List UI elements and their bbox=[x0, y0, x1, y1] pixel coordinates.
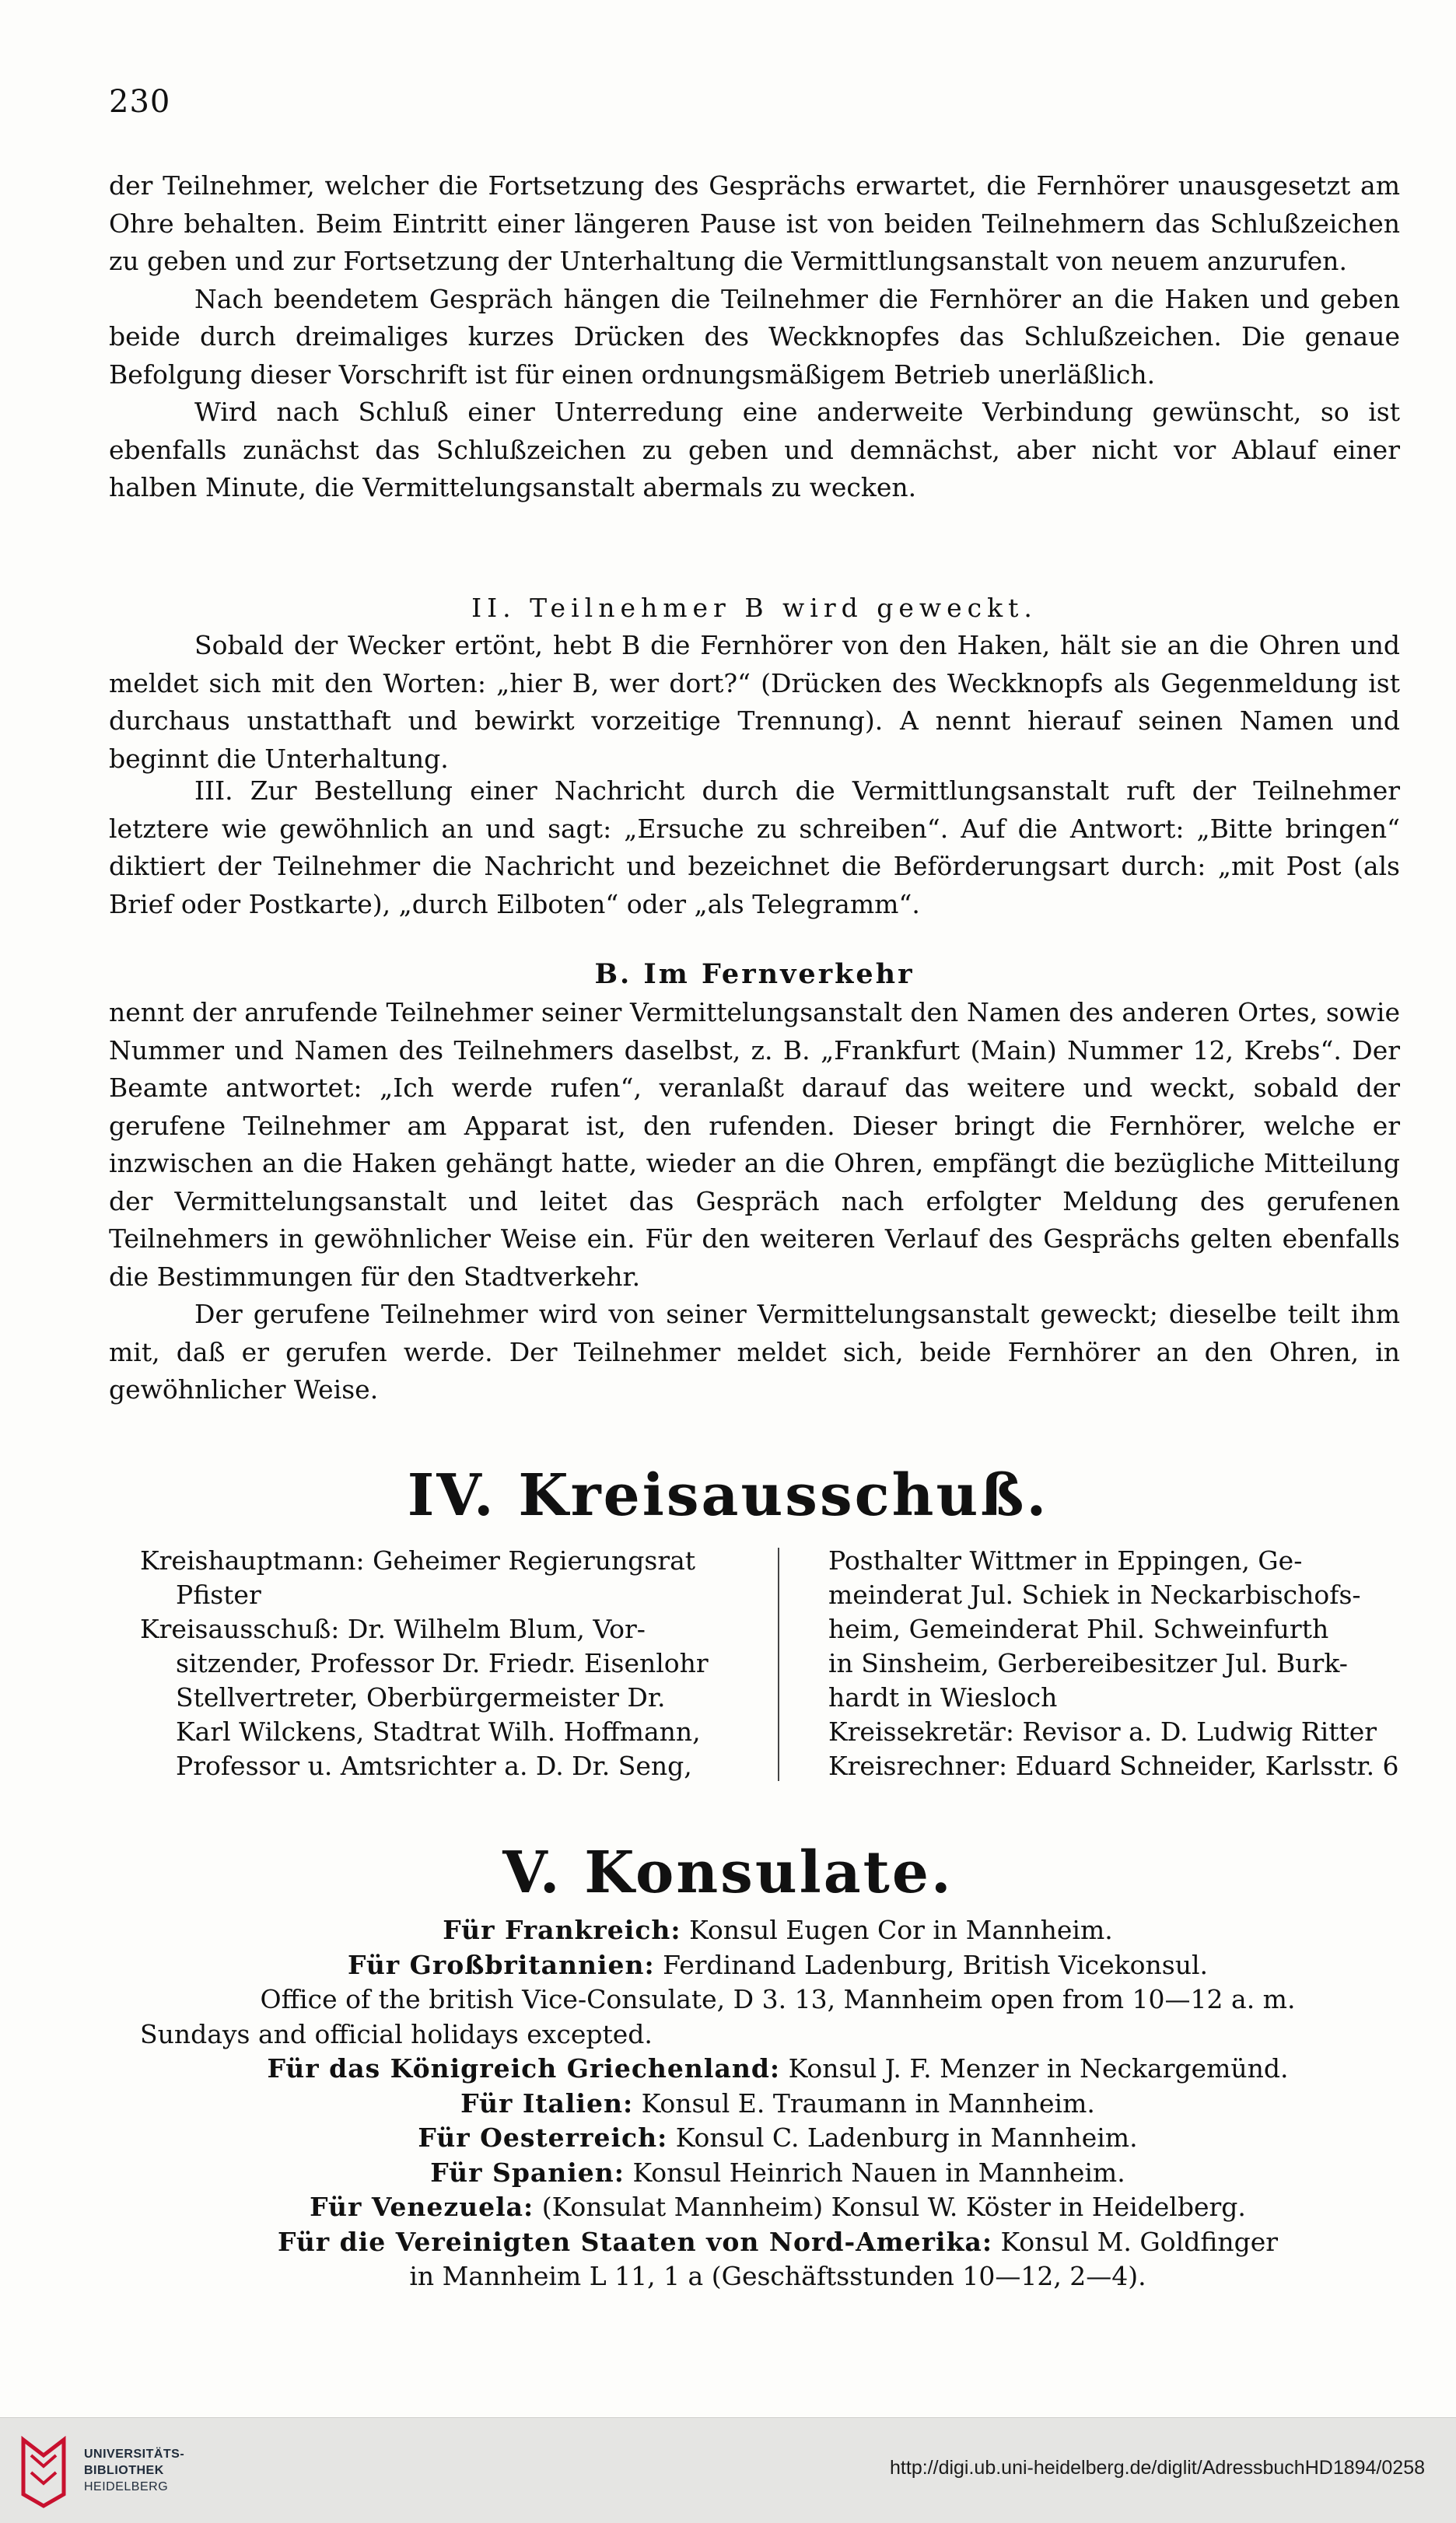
column-divider bbox=[778, 1548, 779, 1781]
consulate-entry bbox=[140, 1982, 1416, 2017]
consulate-detail: Konsul C. Ladenburg in Mannheim. bbox=[667, 2122, 1138, 2153]
logo-line: UNIVERSITÄTS- bbox=[84, 2448, 185, 2461]
consulate-detail: in Mannheim L 11, 1 a (Geschäftsstunden 10—12, 2—4). bbox=[409, 2261, 1146, 2291]
consulate-detail: (Konsulat Mannheim) Konsul W. Köster in Heidelberg. bbox=[534, 2192, 1246, 2222]
intro-text bbox=[109, 167, 1400, 507]
paragraph: nennt der anrufende Teilnehmer seiner Vermittelungsanstalt den Namen des anderen Ortes, sowie Nummer und Namen des Teilnehmers daselbst, z. B. „Frankfurt (Main) Nummer 12, Krebs“. Der Beamte antwortet: „Ich werde rufen“, veranlaßt darauf das weitere und weckt, sobald der gerufene Teilnehmer am Apparat ist, den rufenden. Dieser bringt die Fernhörer, welche er inzwischen an die Haken gehängt hatte, wieder an die Ohren, empfängt die bezügliche Mitteilung der Vermittelungsanstalt und leitet das Gespräch nach erfolgter Meldung des gerufenen Teilnehmers in gewöhnlicher Weise ein. Für den weiteren Verlauf des Gesprächs gelten ebenfalls die Bestimmungen für den Stadtverkehr. bbox=[109, 997, 1400, 1292]
column-line: Kreisrechner: Eduard Schneider, Karlsstr. 6 bbox=[828, 1751, 1399, 1781]
consulate-country: Für Venezuela: bbox=[310, 2192, 534, 2222]
column-line: Pfister bbox=[176, 1580, 261, 1610]
column-line: Kreishauptmann: Geheimer Regierungsrat bbox=[140, 1545, 696, 1576]
consulate-entry bbox=[140, 1913, 1416, 1948]
paragraph: Nach beendetem Gespräch hängen die Teilnehmer die Fernhörer an die Haken und geben beide durch dreimaliges kurzes Drücken des Weckknopfes das Schlußzeichen. Die genaue Befolgung dieser Vorschrift ist für einen ordnungsmäßigem Betrieb unerläßlich. bbox=[109, 283, 1400, 390]
consulate-country: Für das Königreich Griechenland: bbox=[267, 2053, 781, 2084]
column-line: Stellvertreter, Oberbürgermeister Dr. bbox=[176, 1682, 666, 1713]
logo-line: HEIDELBERG bbox=[84, 2480, 169, 2493]
consulate-entry bbox=[140, 2052, 1416, 2087]
logo-line: BIBLIOTHEK bbox=[84, 2464, 164, 2477]
consulate-country: Für Italien: bbox=[460, 2087, 634, 2119]
column-line: Kreisausschuß: Dr. Wilhelm Blum, Vor- bbox=[140, 1614, 646, 1644]
consulate-entry bbox=[140, 2190, 1416, 2225]
library-name bbox=[84, 2446, 184, 2495]
subsection-heading: II. Teilnehmer B wird geweckt. bbox=[471, 593, 1038, 623]
subsection-iii bbox=[109, 772, 1400, 923]
consulate-country: Für Oesterreich: bbox=[418, 2122, 668, 2153]
page-number: 230 bbox=[109, 84, 171, 120]
consulate-detail: Konsul M. Goldfinger bbox=[992, 2226, 1279, 2257]
consulate-entry bbox=[140, 2259, 1416, 2294]
consulate-detail: Ferdinand Ladenburg, British Vicekonsul. bbox=[654, 1949, 1209, 1980]
consulate-detail: Office of the british Vice-Consulate, D 3. 13, Mannheim open from 10—12 a. m. bbox=[260, 1984, 1296, 2014]
section-title-kreisausschuss: IV. Kreisausschuß. bbox=[407, 1462, 1049, 1529]
section-heading: B. Im Fernverkehr bbox=[594, 958, 915, 990]
consulate-entry bbox=[140, 2225, 1416, 2260]
column-line: hardt in Wiesloch bbox=[828, 1682, 1058, 1713]
consulate-entry bbox=[140, 2017, 1416, 2052]
column-line: Professor u. Amtsrichter a. D. Dr. Seng, bbox=[176, 1751, 692, 1781]
consulate-entry bbox=[140, 2087, 1416, 2122]
consulate-country: Für Großbritannien: bbox=[347, 1949, 655, 1980]
consulate-list bbox=[140, 1913, 1416, 2294]
paragraph: der Teilnehmer, welcher die Fortsetzung des Gesprächs erwartet, die Fernhörer unausgesetzt am Ohre behalten. Beim Eintritt einer längeren Pause ist von beiden Teilnehmern das Schlußzeichen zu geben und zur Fortsetzung der Unterhaltung die Vermittlungsanstalt von neuem anzurufen. bbox=[109, 170, 1400, 276]
consulate-detail: Konsul Heinrich Nauen in Mannheim. bbox=[624, 2157, 1125, 2188]
section-title-konsulate: V. Konsulate. bbox=[502, 1839, 954, 1906]
column-line: in Sinsheim, Gerbereibesitzer Jul. Burk- bbox=[828, 1648, 1348, 1678]
consulate-entry bbox=[140, 2121, 1416, 2156]
consulate-detail: Konsul E. Traumann in Mannheim. bbox=[633, 2087, 1095, 2119]
consulate-country: Für Spanien: bbox=[430, 2157, 625, 2188]
paragraph: III. Zur Bestellung einer Nachricht durch die Vermittlungsanstalt ruft der Teilnehmer letztere wie gewöhnlich an und sagt: „Ersuche zu schreiben“. Auf die Antwort: „Bitte bringen“ diktiert der Teilnehmer die Nachricht und bezeichnet die Beförderungsart durch: „mit Post (als Brief oder Postkarte), „durch Eilboten“ oder „als Telegramm“. bbox=[109, 775, 1400, 919]
source-url-link[interactable]: http://digi.ub.uni-heidelberg.de/diglit/AdressbuchHD1894/0258 bbox=[890, 2457, 1425, 2479]
column-line: heim, Gemeinderat Phil. Schweinfurth bbox=[828, 1614, 1329, 1644]
right-column bbox=[828, 1544, 1416, 1783]
paragraph: Der gerufene Teilnehmer wird von seiner Vermittelungsanstalt geweckt; dieselbe teilt ihm mit, daß er gerufen werde. Der Teilnehmer meldet sich, beide Fernhörer an den Ohren, in gewöhnlicher Weise. bbox=[109, 1299, 1400, 1405]
consulate-detail: Sundays and official holidays excepted. bbox=[140, 2018, 653, 2049]
consulate-detail: Konsul Eugen Cor in Mannheim. bbox=[681, 1915, 1113, 1945]
column-line: Kreissekretär: Revisor a. D. Ludwig Ritter bbox=[828, 1716, 1377, 1747]
column-line: meinderat Jul. Schiek in Neckarbischofs- bbox=[828, 1580, 1361, 1610]
library-logo-icon bbox=[16, 2432, 72, 2510]
column-line: Posthalter Wittmer in Eppingen, Ge- bbox=[828, 1545, 1303, 1576]
column-line: Karl Wilckens, Stadtrat Wilh. Hoffmann, bbox=[176, 1716, 701, 1747]
consulate-entry bbox=[140, 2156, 1416, 2191]
paragraph: Sobald der Wecker ertönt, hebt B die Fernhörer von den Haken, hält sie an die Ohren und meldet sich mit den Worten: „hier B, wer dort?“ (Drücken des Weckknopfs als Gegenmeldung ist durchaus unstatthaft und bewirkt vorzeitige Trennung). A nennt hierauf seinen Namen und beginnt die Unterhaltung. bbox=[109, 630, 1400, 774]
paragraph: Wird nach Schluß einer Unterredung eine anderweite Verbindung gewünscht, so ist ebenfalls zunächst das Schlußzeichen zu geben und demnächst, aber nicht vor Ablauf einer halben Minute, die Vermittelungsanstalt abermals zu wecken. bbox=[109, 397, 1400, 502]
subsection-ii bbox=[109, 590, 1400, 778]
consulate-country: Für Frankreich: bbox=[443, 1915, 681, 1945]
consulate-detail: Konsul J. F. Menzer in Neckargemünd. bbox=[780, 2053, 1289, 2084]
consulate-entry bbox=[140, 1948, 1416, 1983]
footer-bar bbox=[0, 2417, 1456, 2523]
left-column bbox=[140, 1544, 774, 1783]
section-b bbox=[109, 955, 1400, 1409]
consulate-country: Für die Vereinigten Staaten von Nord-Amerika: bbox=[277, 2226, 993, 2257]
column-line: sitzender, Professor Dr. Friedr. Eisenlohr bbox=[176, 1648, 709, 1678]
